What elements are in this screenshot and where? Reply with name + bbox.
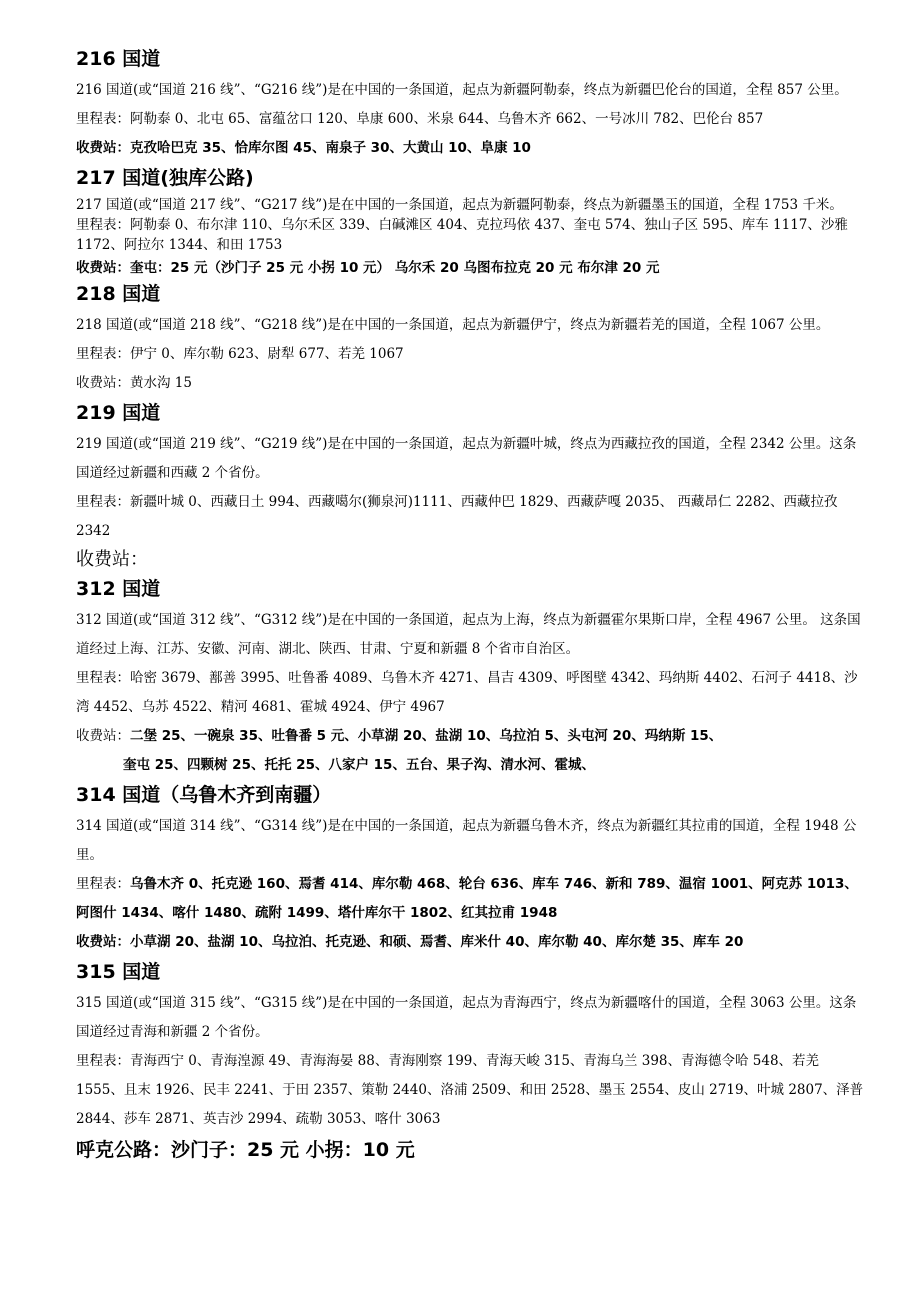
section-g219 [76, 400, 866, 574]
toll-stations: 收费站： [76, 549, 148, 570]
section-description: 216 国道(或“国道 216 线”、“G216 线”)是在中国的一条国道，起点为新疆阿勒泰，终点为新疆巴伦台的国道，全程 857 公里。 [76, 82, 848, 98]
document-page [76, 46, 866, 1164]
section-description: 217 国道(或“国道 217 线”、“G217 线”)是在中国的一条国道，起点为新疆阿勒泰，终点为新疆墨玉的国道，全程 1753 千米。 [76, 197, 843, 213]
mileage-table: 里程表：阿勒泰 0、北屯 65、富蕴岔口 120、阜康 600、米泉 644、乌鲁木齐 662、一号冰川 782、巴伦台 857 [76, 111, 764, 127]
mileage-table: 里程表：青海西宁 0、青海湟源 49、青海海晏 88、青海刚察 199、青海天峻 315、青海乌兰 398、青海德令哈 548、若羌 1555、且末 1926、民丰 2241、于田 2357、策勒 2440、洛浦 2509、和田 2528、墨玉 2554、皮山 2719、叶城 2807、泽普 2844、莎车 2871、英吉沙 2994、疏勒 3053、喀什 3063 [76, 1053, 864, 1127]
section-title: 218 国道 [76, 283, 161, 305]
section-g312 [76, 576, 866, 780]
toll-stations: 收费站：黄水沟 15 [76, 375, 192, 391]
section-g315 [76, 959, 866, 1134]
section-title: 216 国道 [76, 48, 161, 70]
mileage-table: 里程表：哈密 3679、鄯善 3995、吐鲁番 4089、乌鲁木齐 4271、昌吉 4309、呼图壁 4342、玛纳斯 4402、石河子 4418、沙湾 4452、乌苏 4522、精河 4681、霍城 4924、伊宁 4967 [76, 670, 858, 715]
section-title: 315 国道 [76, 961, 161, 983]
section-description: 219 国道(或“国道 219 线”、“G219 线”)是在中国的一条国道，起点为新疆叶城，终点为西藏拉孜的国道，全程 2342 公里。这条国道经过新疆和西藏 2 个省份。 [76, 436, 857, 481]
toll-list-line1: 二堡 25、一碗泉 35、吐鲁番 5 元、小草湖 20、盐湖 10、乌拉泊 5、头屯河 20、玛纳斯 15、 [130, 728, 723, 744]
section-description: 312 国道(或“国道 312 线”、“G312 线”)是在中国的一条国道，起点为上海，终点为新疆霍尔果斯口岸，全程 4967 公里。 这条国道经过上海、江苏、安徽、河南、湖北、陕西、甘肃、宁夏和新疆 8 个省市自治区。 [76, 612, 861, 657]
section-g218 [76, 281, 866, 398]
toll-stations: 收费站：小草湖 20、盐湖 10、乌拉泊、托克逊、和硕、焉耆、库米什 40、库尔勒 40、库尔楚 35、库车 20 [76, 934, 744, 950]
section-g314 [76, 782, 866, 957]
section-description: 218 国道(或“国道 218 线”、“G218 线”)是在中国的一条国道，起点为新疆伊宁，终点为新疆若羌的国道，全程 1067 公里。 [76, 317, 830, 333]
toll-stations: 收费站：克孜哈巴克 35、恰库尔图 45、南泉子 30、大黄山 10、阜康 10 [76, 140, 531, 156]
toll-list-line2: 奎屯 25、四颗树 25、托托 25、八家户 15、五台、果子沟、清水河、霍城、 [123, 757, 595, 773]
section-g217 [76, 165, 866, 279]
section-description: 314 国道(或“国道 314 线”、“G314 线”)是在中国的一条国道，起点为新疆乌鲁木齐，终点为新疆红其拉甫的国道，全程 1948 公里。 [76, 818, 857, 863]
mileage-table: 里程表：阿勒泰 0、布尔津 110、乌尔禾区 339、白碱滩区 404、克拉玛依 437、奎屯 574、独山子区 595、库车 1117、沙雅 1172、阿拉尔 1344、和田 1753 [76, 217, 848, 253]
mileage-table [76, 870, 866, 928]
section-title: 219 国道 [76, 402, 161, 424]
section-title: 314 国道（乌鲁木齐到南疆） [76, 784, 332, 806]
toll-label: 收费站： [76, 728, 130, 744]
section-description: 315 国道(或“国道 315 线”、“G315 线”)是在中国的一条国道，起点为青海西宁，终点为新疆喀什的国道，全程 3063 公里。这条国道经过青海和新疆 2 个省份。 [76, 995, 857, 1040]
mileage-list: 乌鲁木齐 0、托克逊 160、焉耆 414、库尔勒 468、轮台 636、库车 746、新和 789、温宿 1001、阿克苏 1013、阿图什 1434、喀什 1480、疏附 1499、塔什库尔干 1802、红其拉甫 1948 [76, 876, 858, 921]
mileage-table: 里程表：新疆叶城 0、西藏日土 994、西藏噶尔(狮泉河)1111、西藏仲巴 1829、西藏萨嘎 2035、 西藏昂仁 2282、西藏拉孜 2342 [76, 494, 838, 539]
section-g216 [76, 46, 866, 163]
toll-stations: 收费站：奎屯：25 元（沙门子 25 元 小拐 10 元） 乌尔禾 20 乌图布拉克 20 元 布尔津 20 元 [76, 260, 660, 276]
footer-toll-note: 呼克公路：沙门子：25 元 小拐：10 元 [76, 1139, 415, 1161]
section-title: 312 国道 [76, 578, 161, 600]
mileage-table: 里程表：伊宁 0、库尔勒 623、尉犁 677、若羌 1067 [76, 346, 404, 362]
mileage-label: 里程表： [76, 876, 130, 892]
section-title: 217 国道(独库公路) [76, 167, 254, 189]
toll-stations [76, 722, 866, 751]
